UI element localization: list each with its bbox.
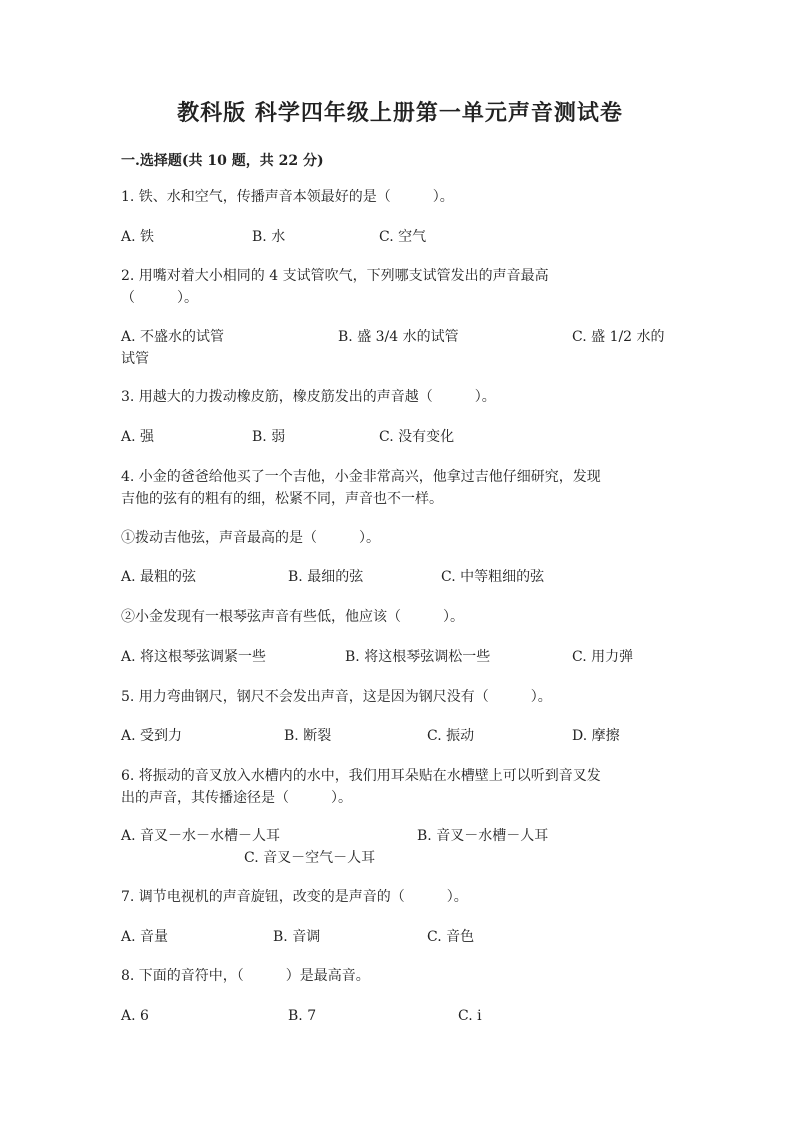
- option-c[interactable]: C. 没有变化: [379, 429, 455, 445]
- option-a[interactable]: A. 铁: [121, 229, 155, 245]
- option-a[interactable]: A. 音叉－水－水槽－人耳: [121, 828, 281, 844]
- question-1: 1. 铁、水和空气，传播声音本领最好的是（ ）。: [121, 189, 454, 205]
- option-c-wrap: 试管: [121, 351, 149, 367]
- question-4-line-1: 4. 小金的爸爸给他买了一个吉他，小金非常高兴，他拿过吉他仔细研究，发现: [121, 469, 601, 485]
- question-4-sub-1: ①拨动吉他弦，声音最高的是（ ）。: [121, 530, 380, 546]
- option-b[interactable]: B. 音调: [273, 929, 321, 945]
- question-2-line-1: 2. 用嘴对着大小相同的 4 支试管吹气，下列哪支试管发出的声音最高: [121, 268, 549, 284]
- option-b[interactable]: B. 断裂: [284, 728, 332, 744]
- question-8: 8. 下面的音符中，（ ）是最高音。: [121, 968, 370, 984]
- option-b[interactable]: B. 水: [252, 229, 286, 245]
- question-3: 3. 用越大的力拨动橡皮筋，橡皮筋发出的声音越（ ）。: [121, 389, 496, 405]
- option-a[interactable]: A. 将这根琴弦调紧一些: [121, 649, 267, 665]
- option-b[interactable]: B. 弱: [252, 429, 286, 445]
- option-b[interactable]: B. 最细的弦: [288, 569, 364, 585]
- option-c[interactable]: C. 空气: [379, 229, 427, 245]
- option-c[interactable]: C. 音叉－空气－人耳: [244, 850, 376, 866]
- option-c[interactable]: C. 振动: [427, 728, 475, 744]
- question-7: 7. 调节电视机的声音旋钮，改变的是声音的（ ）。: [121, 889, 468, 905]
- page-title: 教科版 科学四年级上册第一单元声音测试卷: [177, 100, 623, 126]
- option-a[interactable]: A. 6: [121, 1008, 149, 1024]
- option-d[interactable]: D. 摩擦: [572, 728, 620, 744]
- option-a[interactable]: A. 音量: [121, 929, 169, 945]
- option-b[interactable]: B. 7: [288, 1008, 317, 1024]
- question-6-line-1: 6. 将振动的音叉放入水槽内的水中，我们用耳朵贴在水槽壁上可以听到音叉发: [121, 768, 601, 784]
- option-b[interactable]: B. 音叉－水槽－人耳: [417, 828, 549, 844]
- option-c[interactable]: C. 中等粗细的弦: [441, 569, 545, 585]
- option-c[interactable]: C. 盛 1/2 水的: [572, 329, 665, 345]
- question-5: 5. 用力弯曲钢尺，钢尺不会发出声音，这是因为钢尺没有（ ）。: [121, 689, 552, 705]
- option-c[interactable]: C. 音色: [427, 929, 475, 945]
- section-heading: 一.选择题(共 10 题，共 22 分): [121, 153, 324, 169]
- option-b[interactable]: B. 盛 3/4 水的试管: [338, 329, 459, 345]
- option-b[interactable]: B. 将这根琴弦调松一些: [345, 649, 491, 665]
- question-4-line-2: 吉他的弦有的粗有的细，松紧不同，声音也不一样。: [121, 491, 443, 507]
- option-c[interactable]: C. 用力弹: [572, 649, 634, 665]
- option-c[interactable]: C. i: [458, 1008, 482, 1024]
- option-a[interactable]: A. 受到力: [121, 728, 183, 744]
- question-4-sub-2: ②小金发现有一根琴弦声音有些低，他应该（ ）。: [121, 609, 464, 625]
- option-a[interactable]: A. 最粗的弦: [121, 569, 197, 585]
- question-6-line-2: 出的声音，其传播途径是（ ）。: [121, 790, 352, 806]
- option-a[interactable]: A. 不盛水的试管: [121, 329, 225, 345]
- option-a[interactable]: A. 强: [121, 429, 155, 445]
- question-2-line-2: （ ）。: [121, 290, 198, 306]
